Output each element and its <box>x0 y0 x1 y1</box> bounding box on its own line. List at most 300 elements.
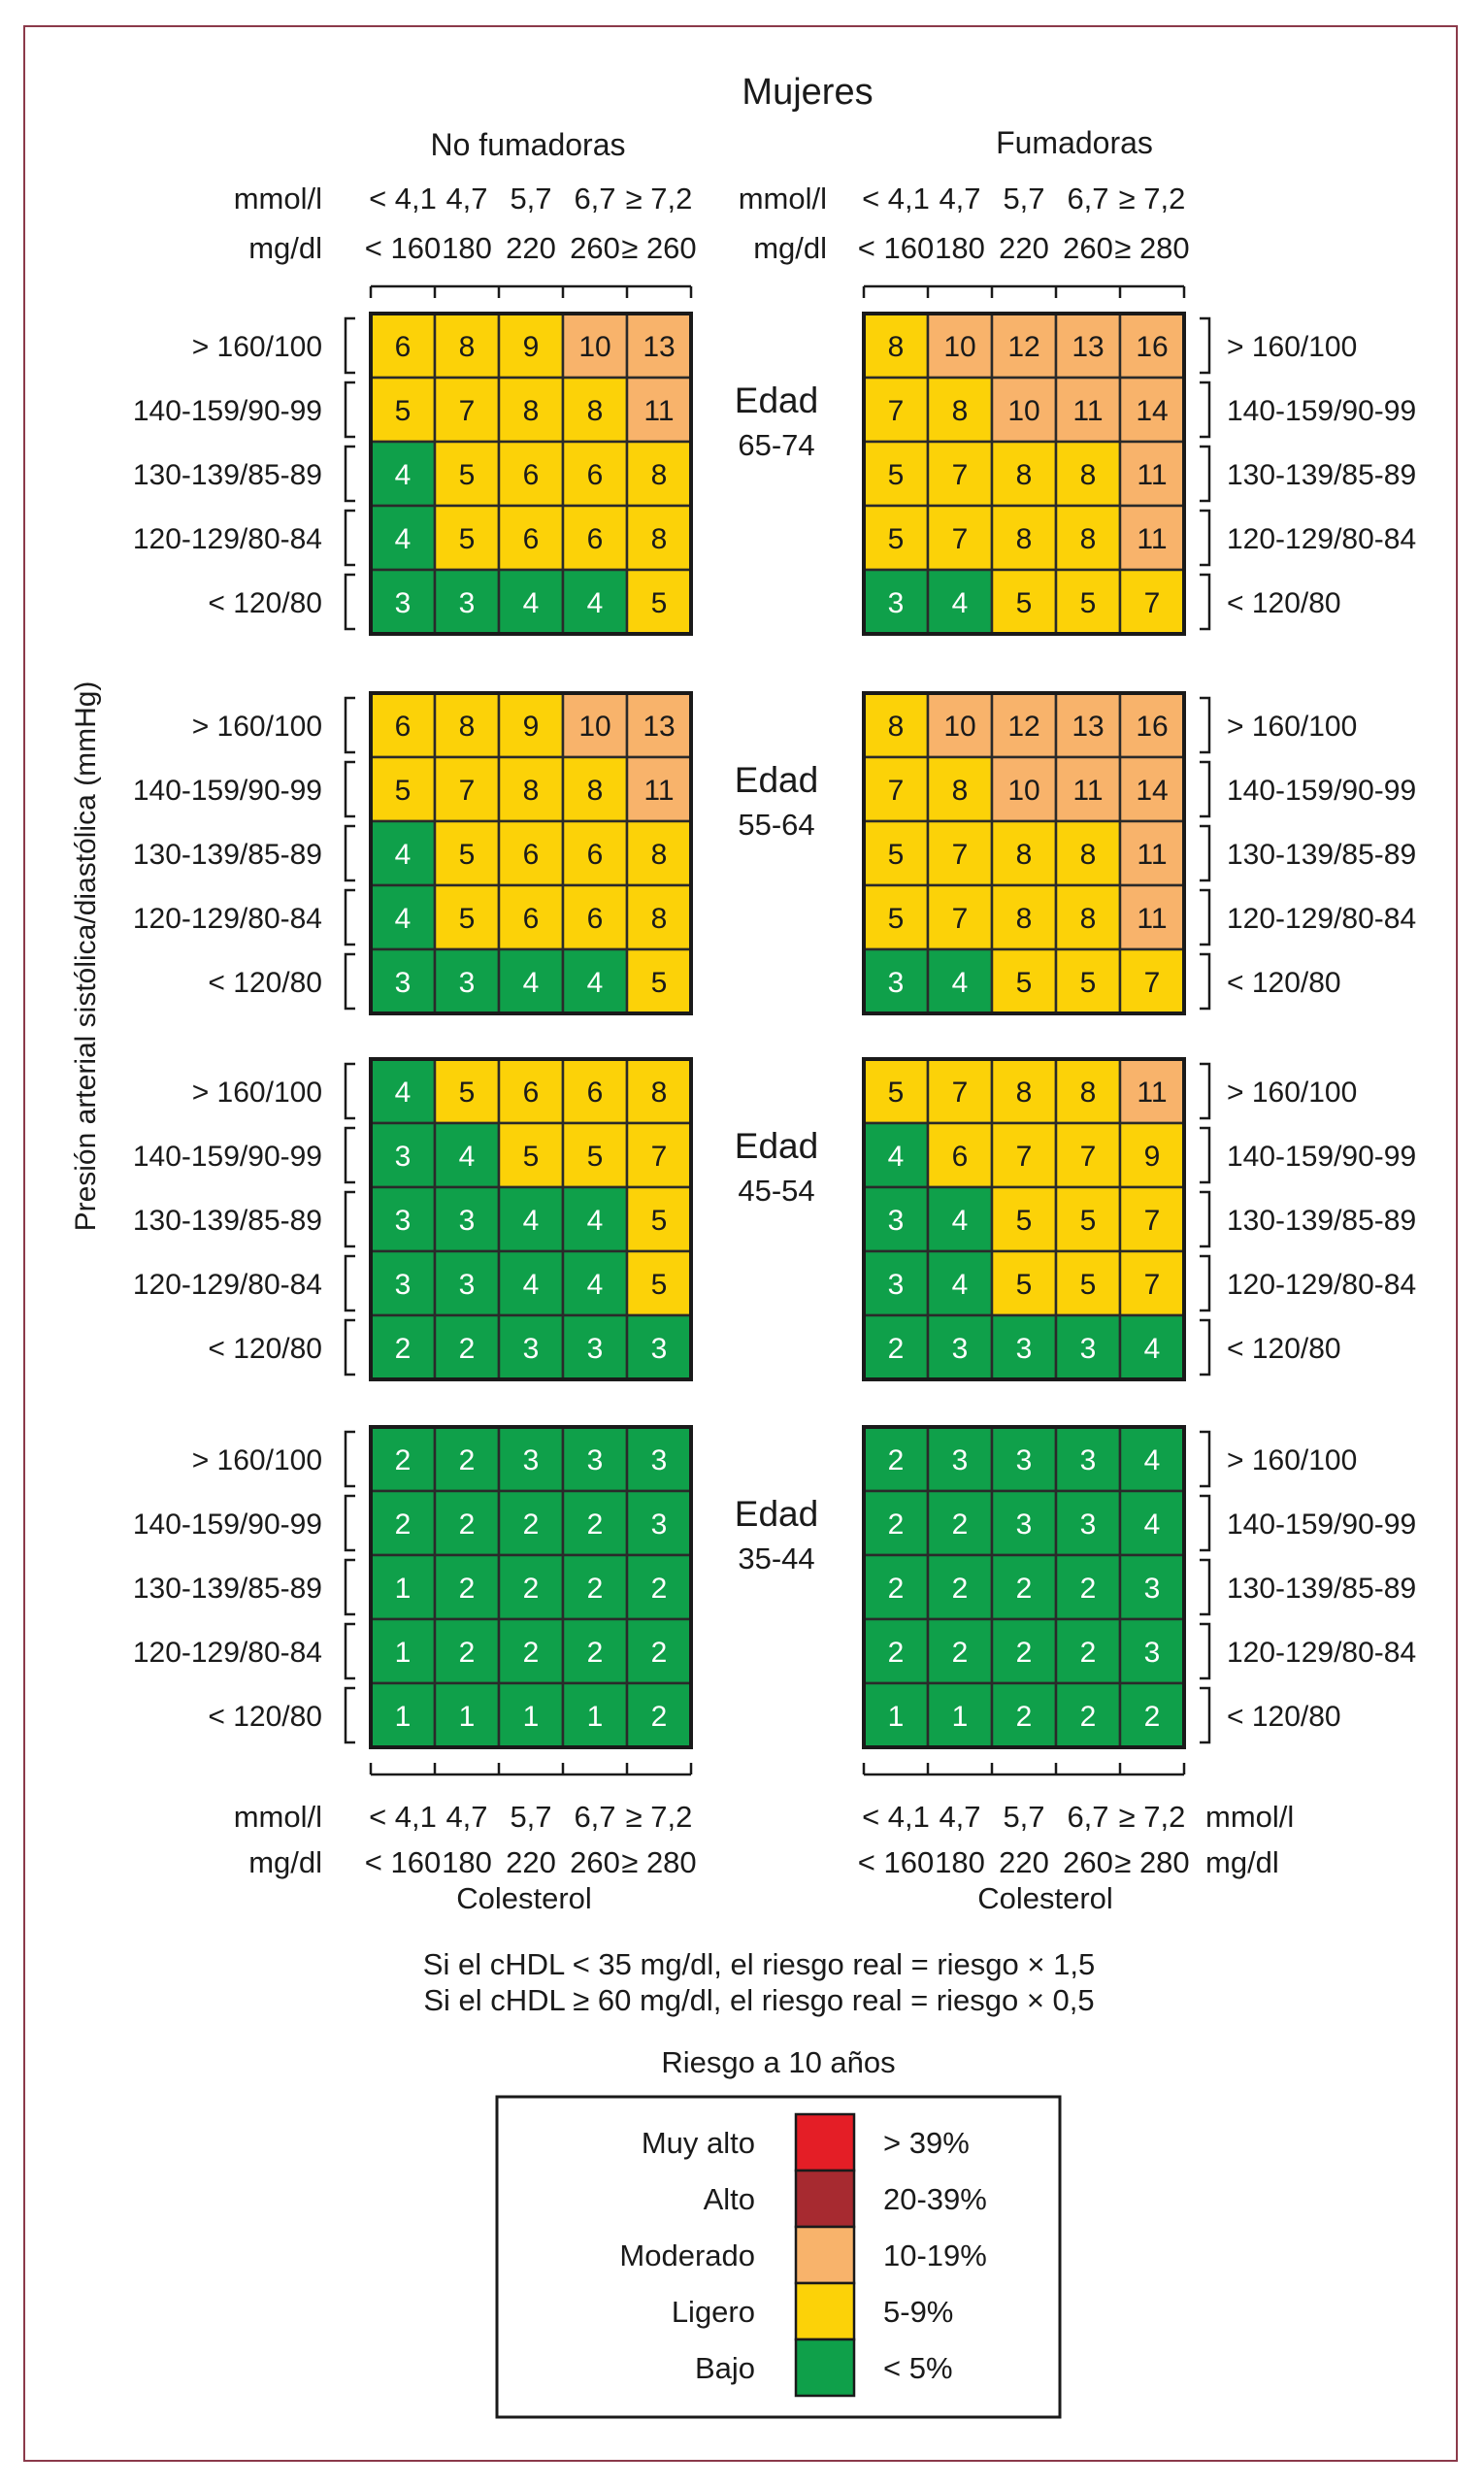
bp-row-label: 140-159/90-99 <box>132 395 322 427</box>
row-bracket <box>346 1064 355 1118</box>
risk-value: 10 <box>943 331 976 363</box>
risk-value: 5 <box>1079 587 1097 619</box>
unit-mmol-label: mmol/l <box>233 182 322 216</box>
risk-value: 3 <box>458 967 476 999</box>
risk-value: 3 <box>887 1269 905 1301</box>
risk-value: 5 <box>1079 1205 1097 1237</box>
row-bracket <box>1200 382 1209 437</box>
row-bracket <box>1200 1256 1209 1310</box>
x-axis-label-left: Colesterol <box>456 1881 592 1915</box>
chol-mmol-label: 6,7 <box>574 182 616 216</box>
row-bracket <box>346 382 355 437</box>
risk-value: 10 <box>578 711 611 743</box>
bp-row-label: 130-139/85-89 <box>1227 459 1417 491</box>
risk-value: 3 <box>458 587 476 619</box>
chart-title: Mujeres <box>742 72 874 113</box>
risk-value: 7 <box>1143 1269 1161 1301</box>
row-bracket <box>1200 447 1209 501</box>
chol-mmol-label: < 4,1 <box>862 182 930 216</box>
risk-value: 11 <box>643 395 675 427</box>
chol-mmol-label: 6,7 <box>1067 1800 1109 1834</box>
risk-value: 8 <box>951 395 969 427</box>
risk-value: 4 <box>951 1269 969 1301</box>
risk-value: 7 <box>1079 1141 1097 1173</box>
bp-row-label: < 120/80 <box>208 587 322 619</box>
risk-value: 4 <box>951 1205 969 1237</box>
risk-value: 2 <box>650 1573 668 1605</box>
risk-value: 1 <box>887 1701 905 1733</box>
chol-mmol-label: 6,7 <box>1067 182 1109 216</box>
bp-row-label: < 120/80 <box>1227 1333 1341 1365</box>
chol-mgdl-label: < 160 <box>364 1845 442 1879</box>
risk-value: 6 <box>522 523 540 555</box>
risk-value: 10 <box>943 711 976 743</box>
age-label-range: 35-44 <box>738 1542 815 1575</box>
row-bracket <box>1200 1320 1209 1375</box>
bp-row-label: > 160/100 <box>1227 331 1358 363</box>
row-bracket <box>346 1128 355 1182</box>
risk-value: 8 <box>887 711 905 743</box>
legend-level-label: Ligero <box>671 2295 755 2329</box>
risk-value: 8 <box>522 395 540 427</box>
legend-range-label: 10-19% <box>883 2238 987 2272</box>
risk-value: 2 <box>394 1444 412 1476</box>
bp-row-label: > 160/100 <box>191 1077 322 1109</box>
risk-value: 7 <box>1015 1141 1033 1173</box>
chol-mmol-label: 5,7 <box>1003 182 1045 216</box>
risk-value: 2 <box>1015 1637 1033 1669</box>
age-label-range: 65-74 <box>738 428 815 462</box>
risk-value: 9 <box>522 711 540 743</box>
age-label-range: 55-64 <box>738 808 815 842</box>
risk-value: 1 <box>586 1701 604 1733</box>
risk-value: 6 <box>586 839 604 871</box>
risk-value: 1 <box>522 1701 540 1733</box>
risk-value: 8 <box>1015 839 1033 871</box>
risk-value: 2 <box>951 1509 969 1541</box>
risk-value: 4 <box>394 839 412 871</box>
row-bracket <box>1200 1432 1209 1486</box>
x-axis-label-right: Colesterol <box>977 1881 1113 1915</box>
risk-value: 3 <box>650 1333 668 1365</box>
bp-row-label: 140-159/90-99 <box>1227 1141 1417 1173</box>
bp-row-label: > 160/100 <box>1227 1444 1358 1476</box>
risk-value: 3 <box>394 1205 412 1237</box>
bp-row-label: 130-139/85-89 <box>132 1205 322 1237</box>
risk-value: 5 <box>394 775 412 807</box>
risk-value: 5 <box>586 1141 604 1173</box>
bp-row-label: > 160/100 <box>1227 1077 1358 1109</box>
risk-value: 5 <box>650 967 668 999</box>
risk-value: 4 <box>887 1141 905 1173</box>
risk-value: 3 <box>1015 1444 1033 1476</box>
row-bracket <box>1200 1560 1209 1614</box>
chol-mgdl-label: 180 <box>442 231 492 265</box>
risk-value: 8 <box>650 1077 668 1109</box>
risk-value: 2 <box>586 1637 604 1669</box>
chol-mgdl-label: 260 <box>570 1845 620 1879</box>
risk-value: 2 <box>887 1573 905 1605</box>
chol-mgdl-label: 260 <box>1063 1845 1113 1879</box>
risk-value: 2 <box>394 1333 412 1365</box>
bp-row-label: 140-159/90-99 <box>1227 395 1417 427</box>
risk-value: 4 <box>394 1077 412 1109</box>
risk-value: 2 <box>458 1637 476 1669</box>
risk-value: 11 <box>1137 839 1168 871</box>
risk-value: 5 <box>1015 587 1033 619</box>
risk-value: 6 <box>586 523 604 555</box>
risk-value: 8 <box>1079 523 1097 555</box>
chol-mgdl-label: ≥ 280 <box>1114 231 1190 265</box>
chol-mgdl-label: 180 <box>442 1845 492 1879</box>
bp-row-label: > 160/100 <box>1227 711 1358 743</box>
chol-mmol-label: 6,7 <box>574 1800 616 1834</box>
risk-value: 5 <box>458 523 476 555</box>
risk-value: 4 <box>586 1269 604 1301</box>
row-bracket <box>1200 1624 1209 1678</box>
risk-value: 6 <box>522 1077 540 1109</box>
row-bracket <box>346 1320 355 1375</box>
risk-value: 8 <box>1015 903 1033 935</box>
risk-value: 4 <box>586 587 604 619</box>
group-label-smokers: Fumadoras <box>996 125 1153 160</box>
risk-value: 6 <box>394 711 412 743</box>
risk-value: 7 <box>951 459 969 491</box>
chol-mgdl-label: 220 <box>506 231 556 265</box>
row-bracket <box>346 575 355 629</box>
risk-value: 3 <box>586 1444 604 1476</box>
risk-value: 11 <box>1072 775 1104 807</box>
bp-row-label: 130-139/85-89 <box>132 459 322 491</box>
risk-value: 5 <box>887 903 905 935</box>
risk-value: 7 <box>458 395 476 427</box>
risk-value: 2 <box>522 1509 540 1541</box>
risk-value: 3 <box>1015 1509 1033 1541</box>
risk-value: 5 <box>887 523 905 555</box>
risk-value: 4 <box>522 587 540 619</box>
risk-value: 2 <box>1015 1701 1033 1733</box>
bp-row-label: < 120/80 <box>208 1333 322 1365</box>
legend-range-label: 5-9% <box>883 2295 954 2329</box>
chol-mmol-label: ≥ 7,2 <box>625 1800 693 1834</box>
risk-value: 8 <box>650 839 668 871</box>
chol-mgdl-label: < 160 <box>857 1845 935 1879</box>
row-bracket <box>346 890 355 945</box>
risk-value: 8 <box>458 711 476 743</box>
chol-mmol-label: 4,7 <box>445 182 488 216</box>
risk-value: 2 <box>586 1573 604 1605</box>
row-bracket <box>346 1432 355 1486</box>
legend-range-label: < 5% <box>883 2351 953 2385</box>
bp-row-label: 120-129/80-84 <box>132 903 322 935</box>
age-label-edad: Edad <box>734 1126 819 1166</box>
risk-value: 6 <box>522 839 540 871</box>
risk-value: 2 <box>394 1509 412 1541</box>
unit-mmol-label: mmol/l <box>1205 1800 1295 1834</box>
risk-value: 11 <box>1137 903 1168 935</box>
legend-range-label: > 39% <box>883 2126 970 2160</box>
risk-value: 3 <box>586 1333 604 1365</box>
risk-value: 16 <box>1136 331 1169 363</box>
risk-value: 8 <box>522 775 540 807</box>
chol-mmol-label: 5,7 <box>510 1800 552 1834</box>
bp-row-label: < 120/80 <box>208 967 322 999</box>
risk-value: 8 <box>650 523 668 555</box>
risk-value: 10 <box>578 331 611 363</box>
risk-value: 4 <box>458 1141 476 1173</box>
row-bracket <box>1200 1688 1209 1742</box>
row-bracket <box>346 447 355 501</box>
chol-mgdl-label: 180 <box>935 231 985 265</box>
risk-value: 3 <box>1143 1637 1161 1669</box>
unit-mgdl-label: mg/dl <box>248 1845 322 1879</box>
legend-range-label: 20-39% <box>883 2182 987 2216</box>
risk-value: 13 <box>643 711 676 743</box>
risk-value: 2 <box>1079 1701 1097 1733</box>
risk-value: 2 <box>887 1509 905 1541</box>
risk-value: 2 <box>458 1444 476 1476</box>
risk-value: 4 <box>1143 1509 1161 1541</box>
risk-value: 5 <box>458 1077 476 1109</box>
bp-row-label: 130-139/85-89 <box>132 839 322 871</box>
chol-mgdl-label: 180 <box>935 1845 985 1879</box>
chol-mmol-label: ≥ 7,2 <box>1118 1800 1186 1834</box>
legend-swatch <box>796 2171 854 2227</box>
row-bracket <box>346 1256 355 1310</box>
age-label-edad: Edad <box>734 381 819 420</box>
risk-value: 9 <box>522 331 540 363</box>
risk-value: 8 <box>951 775 969 807</box>
row-bracket <box>346 698 355 752</box>
bp-row-label: 120-129/80-84 <box>132 523 322 555</box>
row-bracket <box>1200 1064 1209 1118</box>
risk-value: 2 <box>522 1637 540 1669</box>
risk-value: 4 <box>522 1269 540 1301</box>
risk-value: 13 <box>1072 331 1105 363</box>
risk-value: 3 <box>1143 1573 1161 1605</box>
risk-value: 3 <box>1079 1333 1097 1365</box>
bp-row-label: 120-129/80-84 <box>1227 1269 1417 1301</box>
risk-value: 5 <box>650 587 668 619</box>
bp-row-label: < 120/80 <box>1227 587 1341 619</box>
risk-value: 3 <box>394 1141 412 1173</box>
row-bracket <box>346 1688 355 1742</box>
legend-level-label: Alto <box>703 2182 755 2216</box>
risk-value: 16 <box>1136 711 1169 743</box>
age-label-edad: Edad <box>734 1494 819 1534</box>
risk-value: 5 <box>1015 1205 1033 1237</box>
risk-value: 5 <box>1015 967 1033 999</box>
risk-value: 10 <box>1007 775 1040 807</box>
legend-level-label: Moderado <box>619 2238 755 2272</box>
row-bracket <box>346 318 355 373</box>
risk-value: 12 <box>1007 711 1040 743</box>
bp-row-label: 140-159/90-99 <box>1227 1509 1417 1541</box>
risk-value: 7 <box>951 903 969 935</box>
risk-value: 3 <box>394 1269 412 1301</box>
chol-mgdl-label: < 160 <box>364 231 442 265</box>
bp-row-label: > 160/100 <box>191 1444 322 1476</box>
bp-row-label: 120-129/80-84 <box>132 1637 322 1669</box>
chol-mmol-label: ≥ 7,2 <box>1118 182 1186 216</box>
risk-value: 8 <box>887 331 905 363</box>
risk-value: 1 <box>951 1701 969 1733</box>
risk-value: 2 <box>951 1573 969 1605</box>
chol-mgdl-label: ≥ 260 <box>621 231 697 265</box>
risk-value: 4 <box>394 523 412 555</box>
risk-value: 11 <box>1137 459 1168 491</box>
row-bracket <box>346 1560 355 1614</box>
bp-row-label: 120-129/80-84 <box>1227 1637 1417 1669</box>
risk-value: 14 <box>1136 775 1169 807</box>
risk-value: 1 <box>394 1637 412 1669</box>
risk-value: 7 <box>887 395 905 427</box>
hdl-note-2: Si el cHDL ≥ 60 mg/dl, el riesgo real = riesgo × 0,5 <box>423 1983 1095 2017</box>
risk-value: 4 <box>394 903 412 935</box>
bp-row-label: < 120/80 <box>208 1701 322 1733</box>
risk-value: 3 <box>650 1444 668 1476</box>
row-bracket <box>1200 511 1209 565</box>
risk-value: 7 <box>1143 587 1161 619</box>
risk-value: 13 <box>1072 711 1105 743</box>
risk-value: 2 <box>650 1701 668 1733</box>
unit-mgdl-label: mg/dl <box>248 231 322 265</box>
risk-value: 13 <box>643 331 676 363</box>
risk-value: 5 <box>887 459 905 491</box>
risk-value: 4 <box>522 1205 540 1237</box>
risk-value: 2 <box>458 1333 476 1365</box>
risk-value: 3 <box>458 1205 476 1237</box>
risk-value: 2 <box>650 1637 668 1669</box>
risk-value: 3 <box>951 1333 969 1365</box>
risk-value: 7 <box>458 775 476 807</box>
legend-swatch <box>796 2114 854 2171</box>
risk-value: 3 <box>887 587 905 619</box>
row-bracket <box>346 1624 355 1678</box>
risk-value: 8 <box>1015 459 1033 491</box>
risk-value: 12 <box>1007 331 1040 363</box>
group-label-non-smokers: No fumadoras <box>430 127 626 162</box>
risk-value: 4 <box>951 587 969 619</box>
risk-value: 5 <box>650 1205 668 1237</box>
row-bracket <box>1200 826 1209 880</box>
bp-row-label: < 120/80 <box>1227 1701 1341 1733</box>
risk-value: 2 <box>458 1509 476 1541</box>
risk-value: 4 <box>951 967 969 999</box>
risk-value: 7 <box>1143 967 1161 999</box>
row-bracket <box>346 1496 355 1550</box>
risk-value: 7 <box>951 523 969 555</box>
row-bracket <box>1200 698 1209 752</box>
risk-value: 8 <box>650 459 668 491</box>
risk-value: 11 <box>1137 1077 1168 1109</box>
row-bracket <box>1200 1128 1209 1182</box>
bp-row-label: 140-159/90-99 <box>132 775 322 807</box>
risk-value: 5 <box>1015 1269 1033 1301</box>
bp-row-label: > 160/100 <box>191 331 322 363</box>
risk-value: 8 <box>458 331 476 363</box>
risk-value: 4 <box>1143 1333 1161 1365</box>
bp-row-label: 140-159/90-99 <box>132 1141 322 1173</box>
bp-row-label: 140-159/90-99 <box>132 1509 322 1541</box>
risk-value: 2 <box>887 1444 905 1476</box>
risk-value: 1 <box>458 1701 476 1733</box>
risk-value: 5 <box>887 1077 905 1109</box>
risk-value: 3 <box>1079 1509 1097 1541</box>
risk-value: 5 <box>458 839 476 871</box>
legend-level-label: Muy alto <box>641 2126 755 2160</box>
row-bracket <box>346 1192 355 1246</box>
risk-value: 2 <box>586 1509 604 1541</box>
y-axis-label: Presión arterial sistólica/diastólica (mmHg) <box>70 680 102 1232</box>
chol-mmol-label: 4,7 <box>939 1800 981 1834</box>
risk-value: 5 <box>887 839 905 871</box>
chol-mmol-label: 5,7 <box>1003 1800 1045 1834</box>
risk-value: 8 <box>1079 903 1097 935</box>
risk-value: 7 <box>1143 1205 1161 1237</box>
unit-mgdl-label: mg/dl <box>753 231 827 265</box>
bp-row-label: 140-159/90-99 <box>1227 775 1417 807</box>
legend-level-label: Bajo <box>694 2351 755 2385</box>
risk-value: 3 <box>394 587 412 619</box>
risk-value: 7 <box>887 775 905 807</box>
risk-value: 1 <box>394 1701 412 1733</box>
risk-value: 2 <box>522 1573 540 1605</box>
risk-value: 11 <box>1072 395 1104 427</box>
row-bracket <box>1200 318 1209 373</box>
risk-value: 11 <box>1137 523 1168 555</box>
unit-mmol-label: mmol/l <box>233 1800 322 1834</box>
row-bracket <box>1200 575 1209 629</box>
risk-value: 2 <box>1079 1573 1097 1605</box>
risk-value: 7 <box>951 839 969 871</box>
risk-value: 1 <box>394 1573 412 1605</box>
risk-value: 5 <box>650 1269 668 1301</box>
risk-value: 4 <box>1143 1444 1161 1476</box>
row-bracket <box>346 762 355 816</box>
risk-value: 8 <box>1079 839 1097 871</box>
risk-value: 4 <box>586 967 604 999</box>
chol-mmol-label: < 4,1 <box>862 1800 930 1834</box>
row-bracket <box>346 511 355 565</box>
bp-row-label: 130-139/85-89 <box>1227 839 1417 871</box>
bp-row-label: 130-139/85-89 <box>132 1573 322 1605</box>
row-bracket <box>1200 1192 1209 1246</box>
risk-value: 8 <box>650 903 668 935</box>
risk-value: 2 <box>1015 1573 1033 1605</box>
risk-value: 6 <box>586 1077 604 1109</box>
risk-value: 5 <box>394 395 412 427</box>
chol-mgdl-label: 220 <box>999 1845 1049 1879</box>
risk-value: 6 <box>522 459 540 491</box>
risk-value: 3 <box>522 1444 540 1476</box>
chol-mmol-label: < 4,1 <box>369 1800 437 1834</box>
legend-swatch <box>796 2283 854 2339</box>
risk-value: 4 <box>586 1205 604 1237</box>
bp-row-label: 130-139/85-89 <box>1227 1573 1417 1605</box>
risk-value: 8 <box>586 775 604 807</box>
chol-mmol-label: 4,7 <box>939 182 981 216</box>
risk-value: 7 <box>650 1141 668 1173</box>
bp-row-label: > 160/100 <box>191 711 322 743</box>
chol-mgdl-label: ≥ 280 <box>1114 1845 1190 1879</box>
risk-value: 3 <box>650 1509 668 1541</box>
risk-value: 2 <box>1079 1637 1097 1669</box>
risk-value: 6 <box>394 331 412 363</box>
risk-value: 4 <box>522 967 540 999</box>
bp-row-label: 120-129/80-84 <box>1227 903 1417 935</box>
bp-row-label: < 120/80 <box>1227 967 1341 999</box>
